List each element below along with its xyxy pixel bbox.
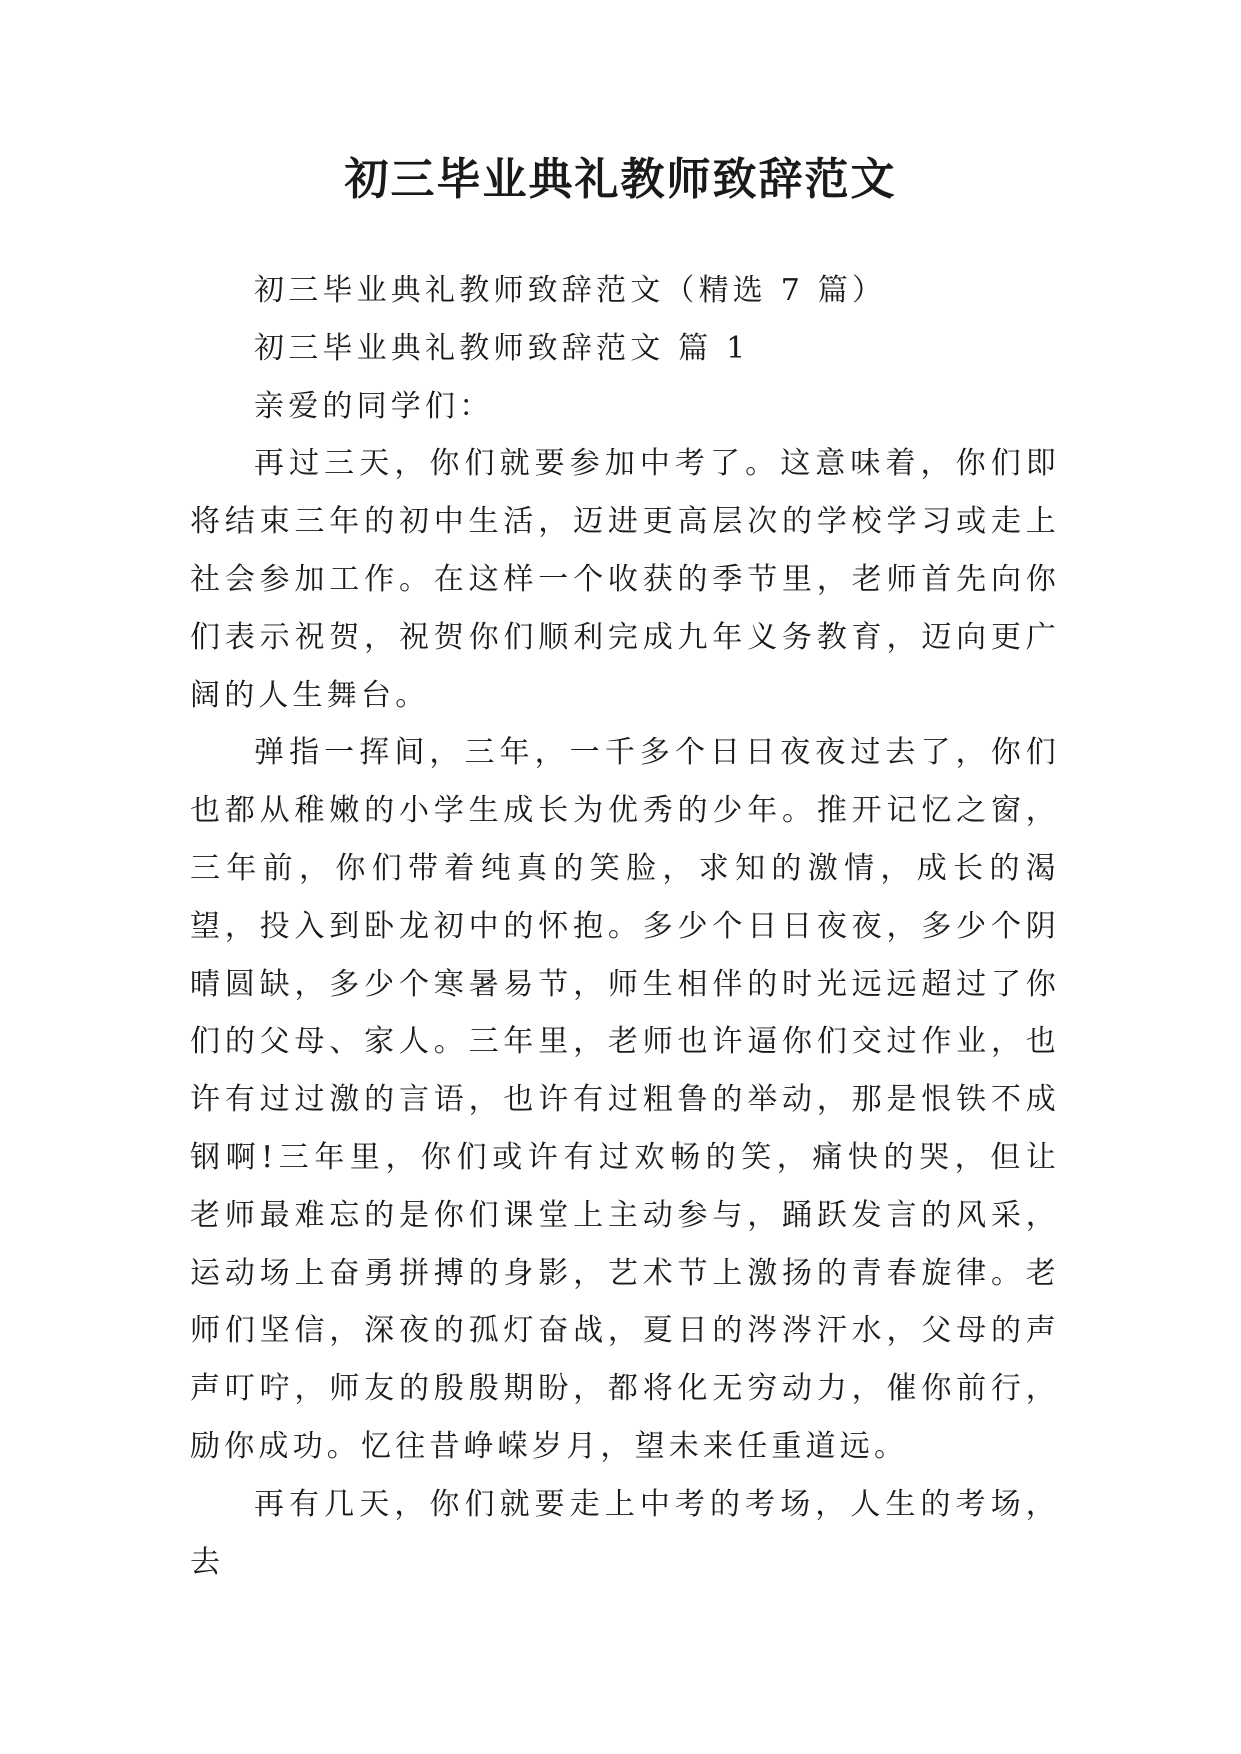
paragraph-subtitle: 初三毕业典礼教师致辞范文（精选 7 篇） xyxy=(254,273,887,308)
document-body xyxy=(190,262,1060,1591)
paragraph-salutation: 亲爱的同学们： xyxy=(254,388,494,424)
document-title: 初三毕业典礼教师致辞范文 xyxy=(344,154,897,205)
paragraph: 再有几天，你们就要走上中考的考场，人生的考场，去 xyxy=(190,1486,1060,1580)
paragraph: 弹指一挥间，三年，一千多个日日夜夜过去了，你们也都从稚嫩的小学生成长为优秀的少年。推开记忆之窗，三年前，你们带着纯真的笑脸，求知的激情，成长的渴望，投入到卧龙初中的怀抱。多少个日日夜夜，多少个阴晴圆缺，多少个寒暑易节，师生相伴的时光远远超过了你们的父母、家人。三年里，老师也许逼你们交过作业，也许有过过激的言语，也许有过粗鲁的举动，那是恨铁不成钢啊!三年里，你们或许有过欢畅的笑，痛快的哭，但让老师最难忘的是你们课堂上主动参与，踊跃发言的风采，运动场上奋勇拼搏的身影，艺术节上激扬的青春旋律。老师们坚信，深夜的孤灯奋战，夏日的涔涔汗水，父母的声声叮咛，师友的殷殷期盼，都将化无穷动力，催你前行，励你成功。忆往昔峥嵘岁月，望未来任重道远。 xyxy=(190,735,1060,1464)
paragraph: 再过三天，你们就要参加中考了。这意味着，你们即将结束三年的初中生活，迈进更高层次的学校学习或走上社会参加工作。在这样一个收获的季节里，老师首先向你们表示祝贺，祝贺你们顺利完成九年义务教育，迈向更广阔的人生舞台。 xyxy=(190,446,1060,713)
paragraph-section-heading: 初三毕业典礼教师致辞范文 篇 1 xyxy=(254,330,750,366)
